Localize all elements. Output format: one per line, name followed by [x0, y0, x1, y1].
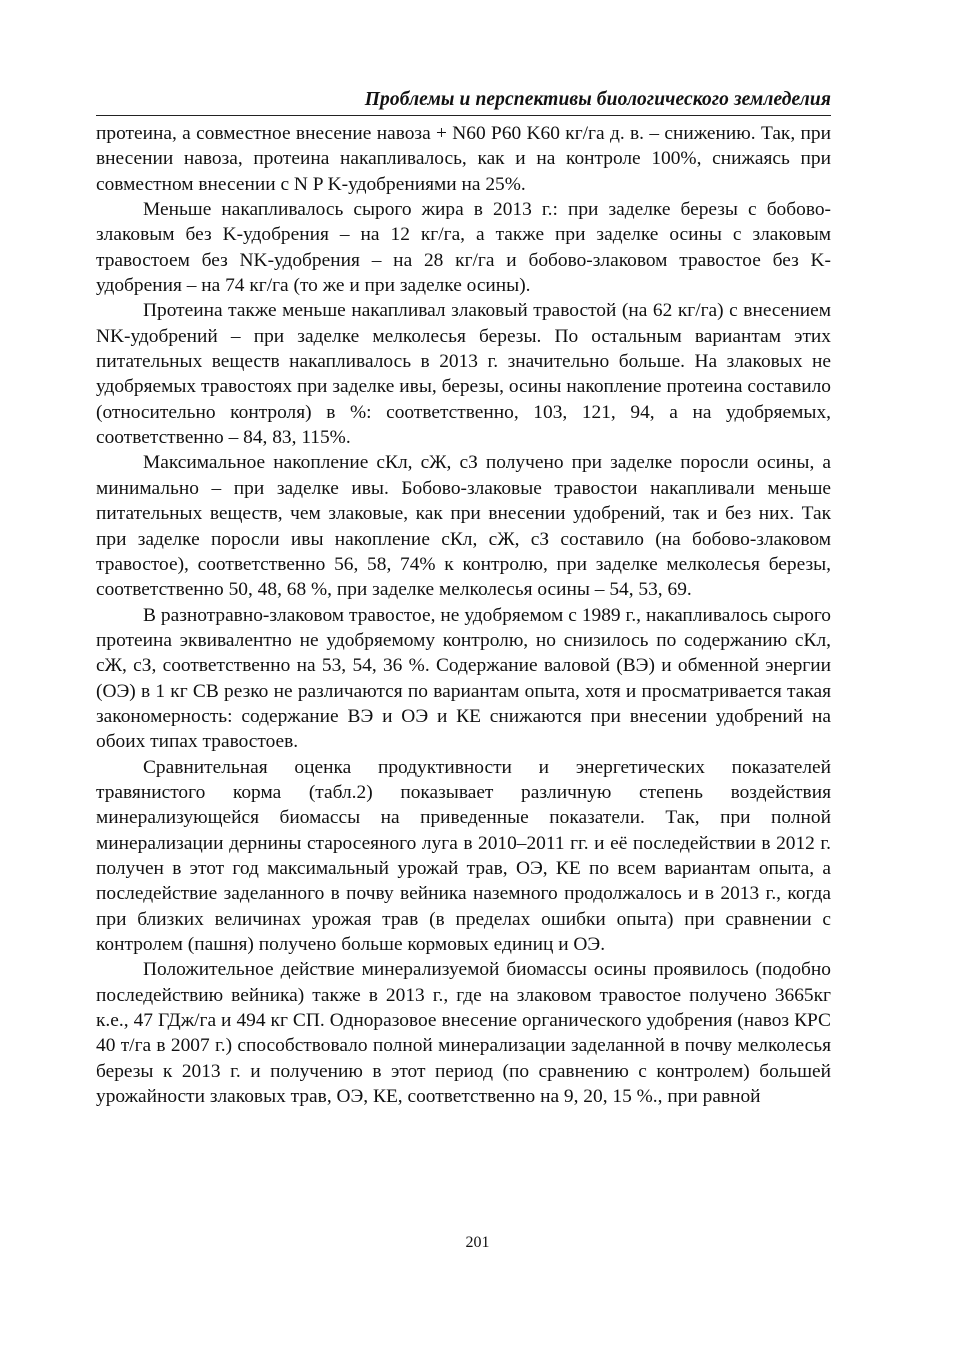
page-number: 201	[465, 1234, 490, 1251]
body-text	[96, 121, 831, 1109]
running-head: Проблемы и перспективы биологического земледелия	[96, 88, 831, 116]
document-page	[96, 88, 831, 1109]
paragraph-6: Сравнительная оценка продуктивности и энергетических показателей травянистого корма (табл.2) показывает различную степень воздействия минерализующейся биомассы на приведенные показатели. Так, при полной минерализации дернины старосеяного луга в 2010–2011 гг. и её последействии в 2012 г. получен в этот год максимальный урожай трав, ОЭ, КЕ по всем вариантам опыта, а последействие заделанного в почву вейника наземного продолжалось и в 2013 г., когда при близких величинах урожая трав (в пределах ошибки опыта) при сравнении с контролем (пашня) получено больше кормовых единиц и ОЭ.	[96, 756, 831, 955]
paragraph-3: Протеина также меньше накапливал злаковый травостой (на 62 кг/га) с внесением NK-удобрений – при заделке мелколесья березы. По остальным вариантам этих питательных веществ накапливалось в 2013 г. значительно больше. На злаковых не удобряемых травостоях при заделке ивы, березы, осины накопление протеина составило (относительно контроля) в %: соответственно, 103, 121, 94, а на удобряемых, соответственно – 84, 83, 115%.	[96, 300, 831, 449]
paragraph-7: Положительное действие минерализуемой биомассы осины проявилось (подобно последействию вейника) также в 2013 г., где на злаковом травостое получено 3665кг к.е., 47 ГДж/га и 494 кг СП. Одноразовое внесение органического удобрения (навоз КРС 40 т/га в 2007 г.) способствовало полной минерализации заделанной в почву мелколесья березы к 2013 г. и получению в этот период (по сравнению с контролем) большей урожайности злаковых трав, ОЭ, КЕ, соответственно на 9, 20, 15 %., при равной	[96, 959, 831, 1108]
paragraph-2: Меньше накапливалось сырого жира в 2013 г.: при заделке березы с бобово-злаковым без K-удобрения – на 12 кг/га, а также при заделке осины с злаковым травостоем без NK-удобрения – на 28 кг/га и бобово-злаковом травостое без K-удобрения – на 74 кг/га (то же и при заделке осины).	[96, 199, 831, 297]
paragraph-4: Максимальное накопление сКл, сЖ, сЗ получено при заделке поросли осины, а минимально – при заделке ивы. Бобово-злаковые травостои накапливали меньше питательных веществ, чем злаковые, как при внесении удобрений, так и без них. Так при заделке поросли ивы накопление сКл, сЖ, сЗ составило (на бобово-злаковом травостое), соответственно 56, 58, 74% к контролю, при заделке мелколесья березы, соответственно 50, 48, 68 %, при заделке мелколесья осины – 54, 53, 69.	[96, 452, 831, 601]
paragraph-5: В разнотравно-злаковом травостое, не удобряемом с 1989 г., накапливалось сырого протеина эквивалентно не удобряемому контролю, но снизилось по содержанию сКл, сЖ, сЗ, соответственно на 53, 54, 36 %. Содержание валовой (ВЭ) и обменной энергии (ОЭ) в 1 кг СВ резко не различаются по вариантам опыта, хотя и просматривается такая закономерность: содержание ВЭ и ОЭ и КЕ снижаются при внесении удобрений на обоих типах травостоев.	[96, 604, 831, 753]
paragraph-1: протеина, а совместное внесение навоза + N60 P60 K60 кг/га д. в. – снижению. Так, при внесении навоза, протеина накапливалось, как и на контроле 100%, снижаясь при совместном внесении с N P K-удобрениями на 25%.	[96, 123, 831, 195]
